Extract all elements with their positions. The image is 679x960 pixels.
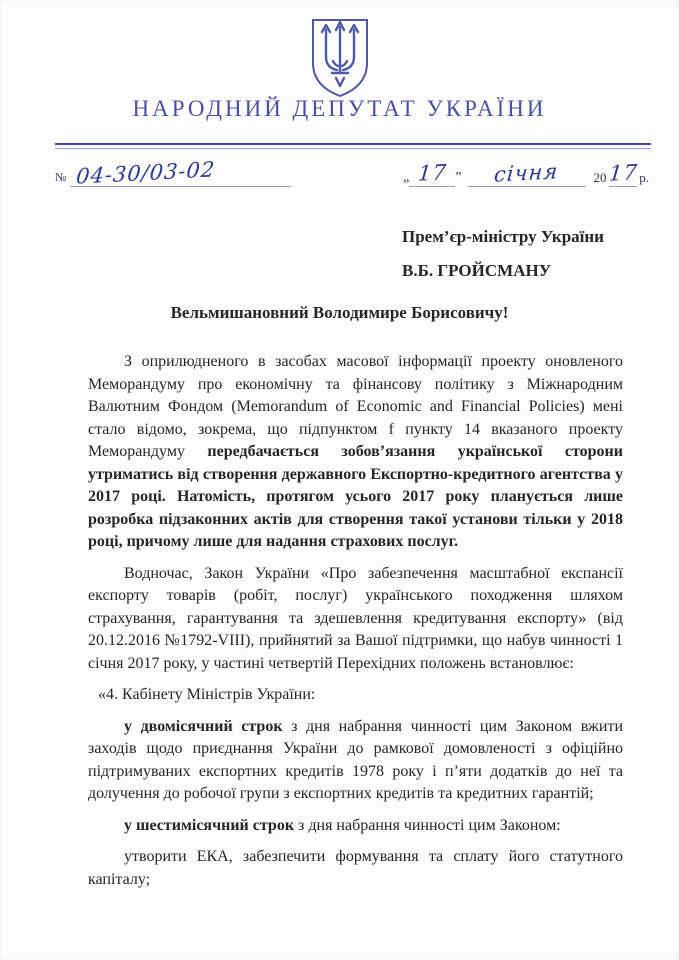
recipient-title: Прем’єр-міністру України: [402, 227, 604, 246]
ref-number: [55, 157, 291, 189]
paragraph-text: «4. Кабінету Міністрів України:: [98, 686, 316, 703]
ukraine-trident-emblem: [309, 17, 371, 99]
date-month-value: січня: [493, 159, 560, 187]
paragraph-text: Водночас, Закон України «Про забезпечення масштабної експансії експорту товарів (робіт, послуг) українського походження шляхом страхування, гарантування та здешевлення кредитування експорту» (від 20.12.2016 №1792-VIII), прийнятий за Вашої підтримки, що набув чинності 1 січня 2017 року, у частині четвертій Перехідних положень встановлює:: [88, 564, 623, 672]
paragraph-text: з дня набрання чинності цим Законом:: [294, 816, 561, 834]
ref-number-underline: [70, 157, 291, 189]
recipient-name: В.Б. ГРОЙСМАНУ: [402, 261, 552, 280]
date-open-quote: „: [403, 170, 410, 185]
body-paragraph: [88, 846, 623, 891]
reference-line: [55, 153, 651, 187]
paragraph-text-bold: передбачається зобов’язання української сторони утриматись від створення державного Експортно-кредитного агентства у 2017 році. Натомість, протягом усього 2017 року планується лише розробка підзаконних актів для створення такої установи тільки у 2018 році, причому лише для надання страхових послуг.: [88, 443, 623, 550]
letterhead-divider: [55, 143, 651, 149]
salutation: Вельмишановний Володимире Борисовичу!: [170, 303, 509, 322]
body-paragraph: [88, 684, 623, 707]
body-paragraph: [88, 351, 623, 554]
date-day-underline: [409, 160, 455, 187]
paragraph-text-bold: у шестимісячний строк: [124, 816, 295, 834]
date-day-value: 17: [417, 160, 448, 186]
recipient-block: [402, 220, 659, 288]
date-close-quote: ”: [455, 170, 462, 185]
paragraph-text-bold: у двомісячний строк: [124, 717, 283, 735]
date-month-underline: [468, 159, 586, 187]
paragraph-text: з дня набрання чинності цим Законом вжити заходів щодо приєднання України до рамкової домовленості з офіційно підтримуваних експортних кредитів 1978 року і п’яти додатків до неї та долучення до робочої групи з експортних кредитів та кредитних гарантій;: [88, 717, 623, 802]
body-paragraph: [88, 815, 623, 838]
date-year-prefix: 20: [593, 170, 607, 185]
paragraph-text: З оприлюдненого в засобах масової інформації проекту оновленого Меморандуму про економічну та фінансову політику з Міжнародним Валютним Фондом (Memorandum of Economic and Financial Policies) мені стало відомо, зокрема, що підпунктом f пункту 14 вказаного проекту Меморандуму: [88, 353, 623, 460]
date-year-unit: р.: [639, 170, 649, 185]
body-paragraph: [88, 716, 623, 806]
date-year-value: 17: [607, 160, 639, 186]
ref-number-label: №: [55, 170, 67, 184]
ref-number-value: 04-30/03-02: [75, 157, 217, 189]
paragraph-text: утворити ЕКА, забезпечити формування та сплату його статутного капіталу;: [88, 848, 623, 888]
date-year-underline: [607, 160, 639, 187]
letterhead-title: НАРОДНИЙ ДЕПУТАТ УКРАЇНИ: [132, 96, 547, 121]
letter-body: [88, 351, 623, 900]
body-paragraph: [88, 563, 623, 676]
ref-date: [403, 159, 651, 187]
